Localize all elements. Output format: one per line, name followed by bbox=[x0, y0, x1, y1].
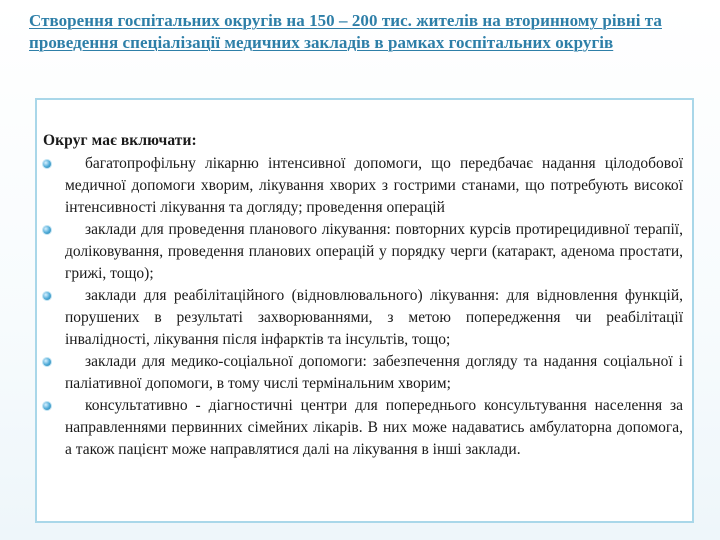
list-item-text: багатопрофільну лікарню інтенсивної допомоги, що передбачає надання цілодобової медичної допомоги хворим, лікування хворих з гострими станами, що потребують високої інтенсивності лікування та догляду; проведення операцій bbox=[65, 155, 683, 216]
bullet-dot-icon bbox=[43, 358, 51, 366]
bullet-dot-icon bbox=[43, 226, 51, 234]
list-item bbox=[43, 153, 683, 219]
bullet-dot-icon bbox=[43, 160, 51, 168]
list-item bbox=[43, 395, 683, 461]
list-item bbox=[43, 219, 683, 285]
list-item-text: заклади для реабілітаційного (відновлювального) лікування: для відновлення функцій, порушених в результаті захворюваннями, з метою попередження чи реабілітації інвалідності, лікування після інфарктів та інсультів, тощо; bbox=[65, 287, 683, 348]
bullet-dot-icon bbox=[43, 292, 51, 300]
list-item bbox=[43, 351, 683, 395]
list-item-text: консультативно - діагностичні центри для попереднього консультування населення за направленнями первинних сімейних лікарів. В них може надаватись амбулаторна допомога, а також пацієнт може направлятися далі на лікування в інші заклади. bbox=[65, 397, 683, 458]
intro-heading: Округ має включати: bbox=[43, 132, 197, 149]
list-item bbox=[43, 285, 683, 351]
bullet-dot-icon bbox=[43, 402, 51, 410]
bullet-list bbox=[43, 153, 683, 461]
slide-title: Створення госпітальних округів на 150 – 200 тис. жителів на вторинному рівні та проведення спеціалізації медичних закладів в рамках госпітальних округів bbox=[29, 11, 662, 52]
list-item-text: заклади для медико-соціальної допомоги: забезпечення догляду та надання соціальної і паліативної допомоги, в тому числі термінальним хворим; bbox=[65, 353, 683, 392]
list-item-text: заклади для проведення планового лікування: повторних курсів протирецидивної терапії, доліковування, проведення планових операцій у порядку черги (катаракт, аденома простати, грижі, тощо); bbox=[65, 221, 683, 282]
